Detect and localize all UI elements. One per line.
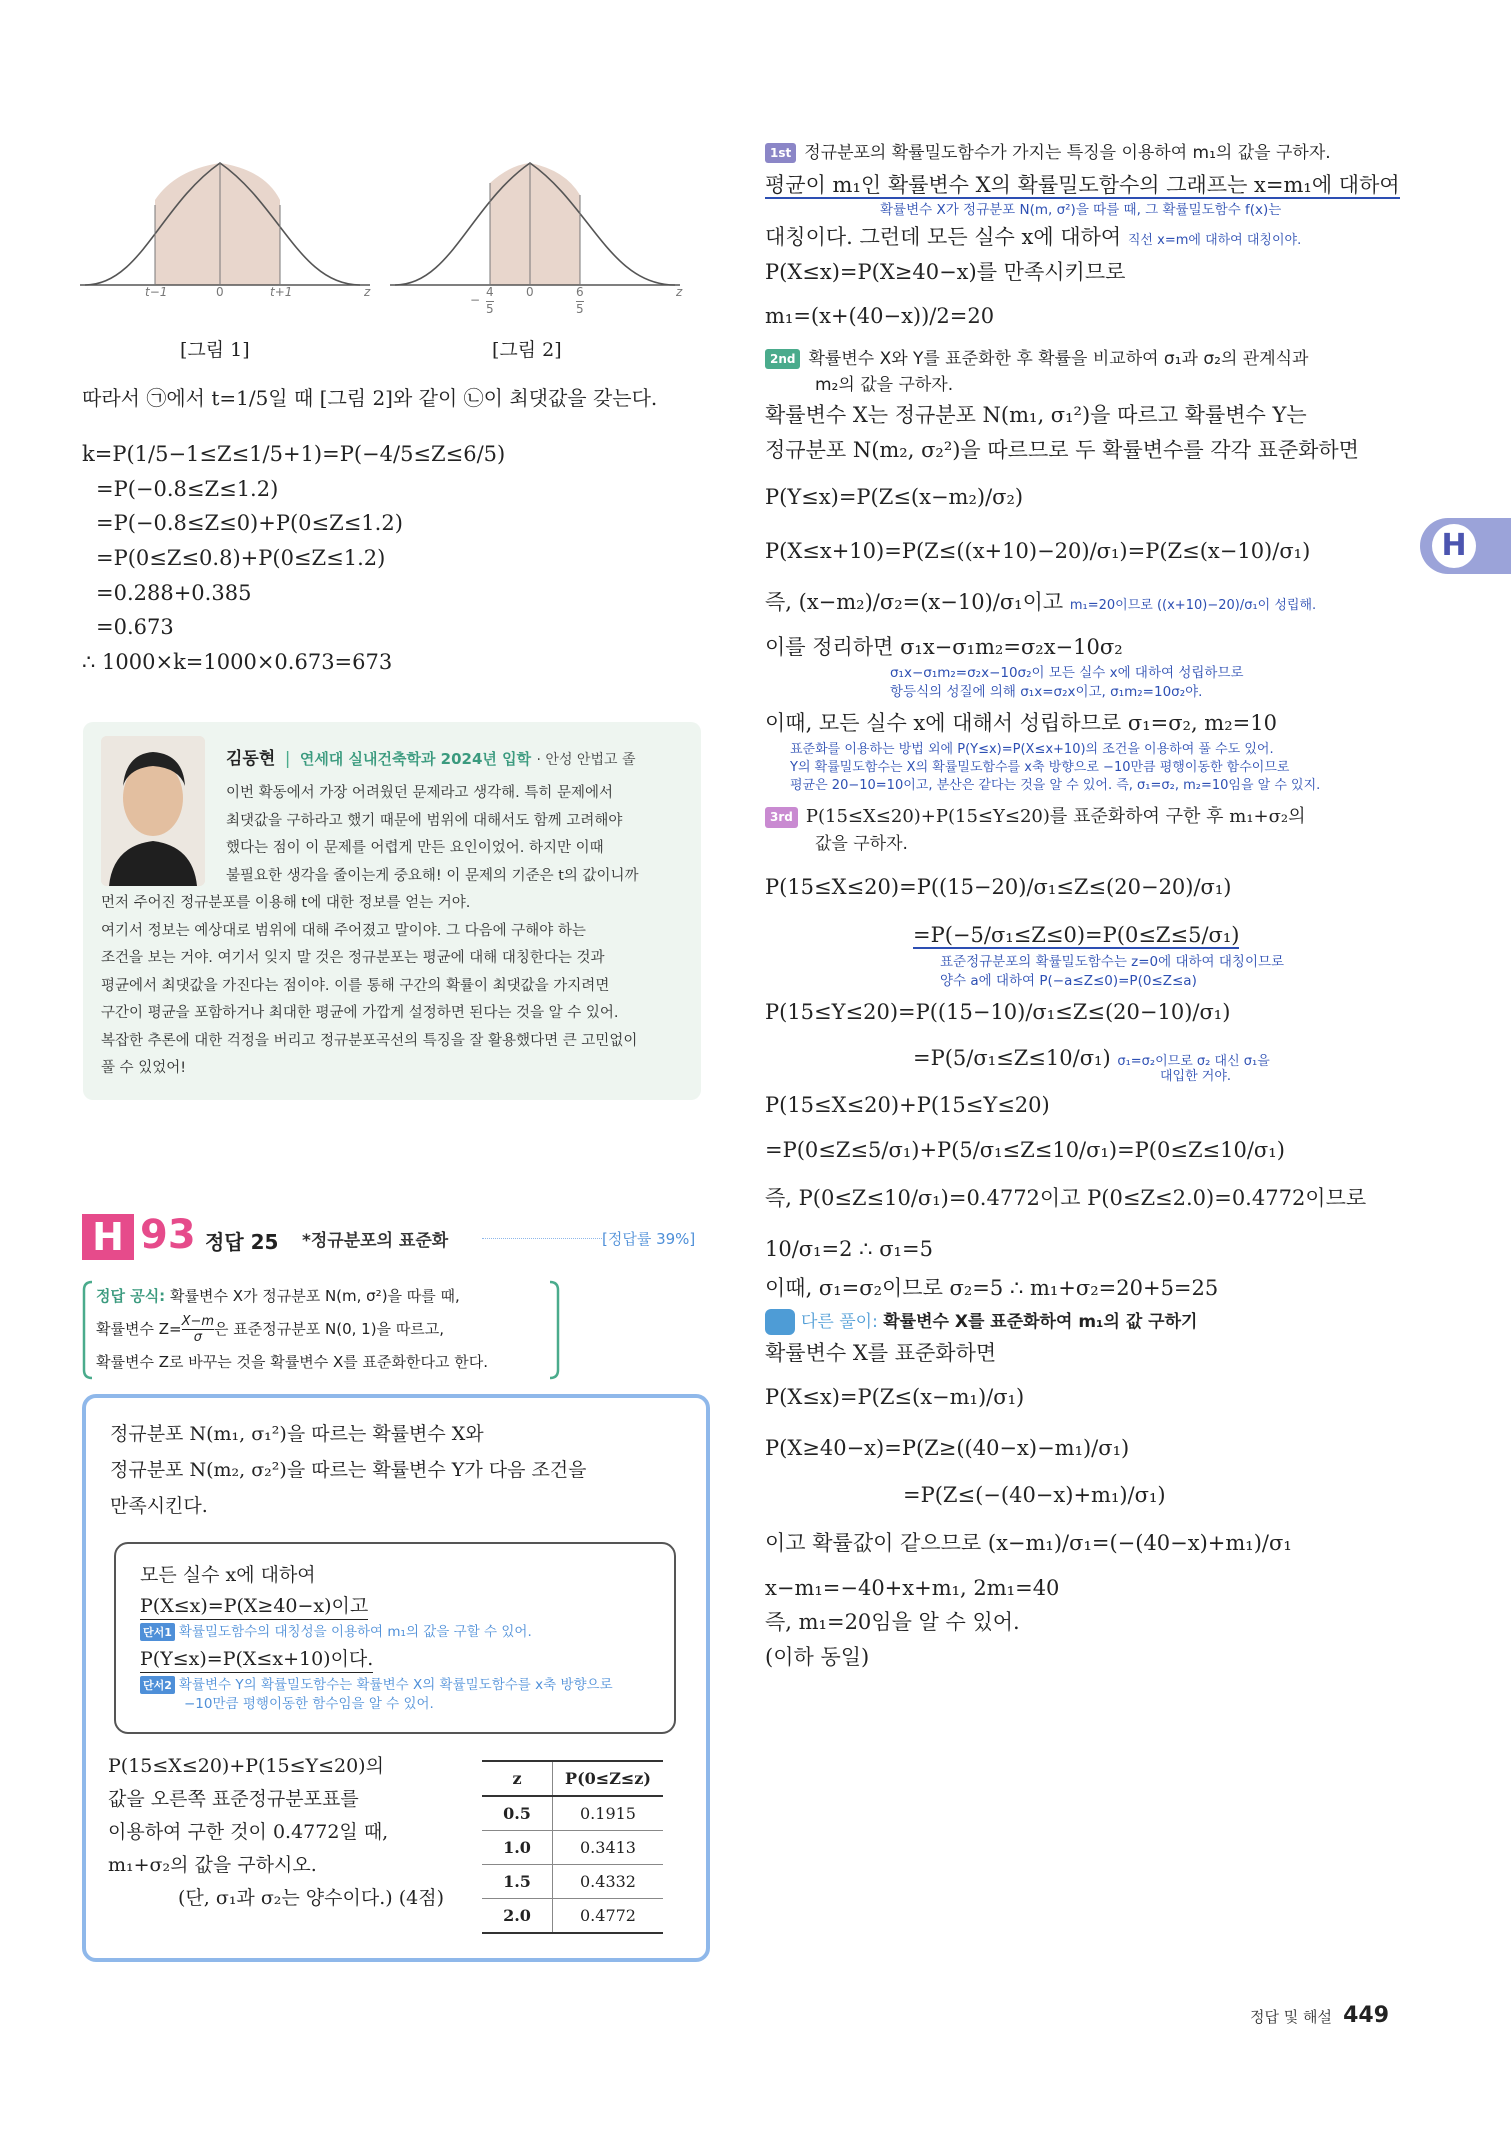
alt-line-5: 이고 확률값이 같으므로 (x−m₁)/σ₁=(−(40−x)+m₁)/σ₁ [765,1531,1292,1556]
condition-box [114,1542,676,1734]
question-line: 값을 오른쪽 표준정규분포표를 [108,1788,359,1810]
chapter-letter: H [1432,524,1476,568]
formula-line-1: 확률변수 X가 정규분포 N(m, σ²)을 따를 때, [169,1287,460,1305]
calc-line: =P(−0.8≤Z≤1.2) [96,476,279,501]
s2-note-6b: 항등식의 성질에 의해 σ₁x=σ₂x이고, σ₁m₂=10σ₂야. [890,684,1203,701]
intro-line: 따라서 ㉠에서 t=1/5일 때 [그림 2]와 같이 ㉡이 최댓값을 갖는다. [82,386,658,410]
student-hs: · 안성 안법고 졸 [536,752,636,768]
calc-line: =0.288+0.385 [96,580,252,605]
tick-4: 4 [486,285,494,299]
pencil-icon [765,1309,795,1335]
s2-line-4: P(X≤x+10)=P(Z≤((x+10)−20)/σ₁)=P(Z≤(x−10)/σ₁) [765,539,1311,564]
s2-line-7: 이때, 모든 실수 x에 대해서 성립하므로 σ₁=σ₂, m₂=10 [765,711,1277,736]
s2-note-7b: Y의 확률밀도함수는 X의 확률밀도함수를 x축 방향으로 −10만큼 평행이동한 함수이므로 [790,759,1290,775]
alt-label: 다른 풀이: [801,1312,878,1333]
s3-line-5: P(15≤X≤20)+P(15≤Y≤20) [765,1093,1050,1118]
interview-line: 최댓값을 구하라고 했기 때문에 범위에 대해서도 함께 고려해야 [226,812,623,829]
z-table [482,1760,663,1934]
interview-line: 구간이 평균을 포함하거나 최대한 평균에 가깝게 설정하면 된다는 것을 알 수 있어. [101,1005,619,1021]
p-value: 0.4772 [553,1899,664,1934]
s3-line-8: 10/σ₁=2 ∴ σ₁=5 [765,1237,933,1261]
step-1-title: 정규분포의 확률밀도함수가 가지는 특징을 이용하여 m₁의 값을 구하자. [804,143,1331,163]
step-badge-3: 3rd [765,807,798,828]
topic-label: *정규분포의 표준화 [302,1231,449,1251]
s3-line-2: =P(−5/σ₁≤Z≤0)=P(0≤Z≤5/σ₁) [913,923,1240,948]
s3-note-4a: σ₁=σ₂이므로 σ₂ 대신 σ₁을 [1117,1054,1270,1070]
student-school: 연세대 실내건축학과 2024년 입학 [299,750,532,768]
tick-5a: 5 [486,302,494,316]
s2-line-1: 확률변수 X는 정규분포 N(m₁, σ₁²)을 따르고 확률변수 Y는 [765,403,1307,428]
interview-line: 복잡한 추론에 대한 걱정을 버리고 정규분포곡선의 특징을 잘 활용했다면 큰 고민없이 [101,1032,638,1049]
s2-note-7a: 표준화를 이용하는 방법 외에 P(Y≤x)=P(X≤x+10)의 조건을 이용하여 풀 수도 있어. [790,741,1274,757]
page-footer [1250,2003,1389,2028]
stem-line: 만족시킨다. [110,1495,208,1517]
s3-line-9: 이때, σ₁=σ₂이므로 σ₂=5 ∴ m₁+σ₂=20+5=25 [765,1275,1219,1300]
z-value: 0.5 [482,1796,553,1831]
final-line: ∴ 1000×k=1000×0.673=673 [82,649,393,674]
s2-line-2: 정규분포 N(m₂, σ₂²)을 따르므로 두 확률변수를 각각 표준화하면 [765,438,1359,463]
question-line: 이용하여 구한 것이 0.4772일 때, [108,1821,389,1843]
hint-tag-1: 단서1 [140,1623,175,1641]
question-line: m₁+σ₂의 값을 구하시오. [108,1854,317,1876]
s1-line-2: 대칭이다. 그런데 모든 실수 x에 대하여 [765,224,1122,249]
tick-z-2: z [676,285,683,299]
student-interview: 김동현 | 연세대 실내건축학과 2024년 입학 · 안성 안법고 졸 이번 확동에서 가장 어려웠던 문제라고 생각해. 특히 문제에서 최댓값을 구하라고 했기 때문에 범위에 대해서도 함께 고려해야 했다는 점이 이 문제를 어렵게 만든 요인이었어. 하지만 이때 불필요한 생각을 줄이는게 중요해! 이 문제의 기준은 t의 값이니까 먼저 주어진 정규분포를 이용해 t에 대한 정보를 얻는 거야. 여기서 정보는 예상대로 범위에 대해 주어졌고 말이야. 그 다음에 구해야 하는 조건을 보는 거야. 여기서 잊지 말 것은 정규분포는 평균에 대해 대칭한다는 것과 평균에서 최댓값을 가진다는 점이야. 이를 통해 구간의 확률이 최댓값을 가지려면 구간이 평균을 포함하거나 최대한 평균에 가깝게 설정하면 된다는 것을 알 수 있어. 복잡한 추론에 대한 걱정을 버리고 정규분포곡선의 특징을 잘 활용했다면 큰 고민없이 풀 수 있었어! [83,722,701,1100]
step-2-title-2: m₂의 값을 구하자. [815,375,954,396]
problem-header [82,1212,712,1266]
tick-t-plus-1: t+1 [270,285,293,299]
tick-5b: 5 [576,302,584,316]
stem-line: 정규분포 N(m₂, σ₂²)을 따르는 확률변수 Y가 다음 조건을 [110,1459,587,1481]
tick-minus: − [470,293,481,307]
answer-label: 정답 25 [205,1230,279,1254]
alt-line-6: x−m₁=−40+x+m₁, 2m₁=40 [765,1575,1060,1600]
tick-6: 6 [576,285,584,299]
s1-line-1: 평균이 m₁인 확률변수 X의 확률밀도함수의 그래프는 x=m₁에 대하여 [765,173,1400,198]
interview-line: 했다는 점이 이 문제를 어렵게 만든 요인이었어. 하지만 이때 [226,840,604,856]
z-value: 1.5 [482,1865,553,1899]
s3-note-2a: 표준정규분포의 확률밀도함수는 z=0에 대하여 대칭이므로 [940,953,1285,970]
calc-line: =0.673 [96,615,174,640]
s1-line-4: m₁=(x+(40−x))/2=20 [765,304,995,329]
s3-line-6: =P(0≤Z≤5/σ₁)+P(5/σ₁≤Z≤10/σ₁)=P(0≤Z≤10/σ₁) [765,1137,1285,1162]
figure-2 [390,145,690,365]
correct-rate: [정답률 39%] [602,1230,696,1248]
s3-line-7: 즉, P(0≤Z≤10/σ₁)=0.4772이고 P(0≤Z≤2.0)=0.4772이므로 [765,1186,1367,1211]
s2-note-7c: 평균은 20−10=10이고, 분산은 같다는 것을 알 수 있어. 즉, σ₁=σ₂, m₂=10임을 알 수 있지. [790,778,1321,794]
alt-line-8: (이하 동일) [765,1645,870,1670]
interview-line: 먼저 주어진 정규분포를 이용해 t에 대한 정보를 얻는 거야. [101,895,471,911]
p-value: 0.3413 [553,1831,664,1865]
z-value: 2.0 [482,1899,553,1934]
figure-2-caption: [그림 2] [492,339,562,361]
formula-line-2d: 은 표준정규분포 N(0, 1)을 따르고, [214,1320,445,1338]
s2-line-5: 즉, (x−m₂)/σ₂=(x−10)/σ₁이고 [765,590,1064,615]
footer-label: 정답 및 해설 [1250,2008,1332,2026]
formula-label: 정답 공식: [96,1287,166,1305]
alt-line-3: P(X≥40−x)=P(Z≥((40−x)−m₁)/σ₁) [765,1435,1130,1460]
s3-line-3: P(15≤Y≤20)=P((15−10)/σ₁≤Z≤(20−10)/σ₁) [765,999,1231,1024]
problem-tag: H [82,1214,134,1260]
interview-line: 풀 수 있었어! [101,1060,187,1076]
step-3-title: P(15≤X≤20)+P(15≤Y≤20)를 표준화하여 구한 후 m₁+σ₂의 [805,806,1306,828]
interview-line: 이번 확동에서 가장 어려웠던 문제라고 생각해. 특히 문제에서 [226,785,614,801]
hint-2b: −10만큼 평행이동한 함수임을 알 수 있어. [184,1696,434,1712]
hint-2a: 확률변수 Y의 확률밀도함수는 확률변수 X의 확률밀도함수를 x축 방향으로 [178,1677,613,1693]
step-3-title-2: 값을 구하자. [815,834,908,855]
interview-line: 여기서 정보는 예상대로 범위에 대해 주어졌고 말이야. 그 다음에 구해야 하는 [101,922,586,939]
formula-denom: σ [193,1330,202,1345]
cond-line-1: 모든 실수 x에 대하여 [140,1564,316,1586]
alt-line-4: =P(Z≤(−(40−x)+m₁)/σ₁) [903,1482,1166,1507]
figure-1-caption: [그림 1] [180,339,250,361]
p-header: P(0≤Z≤z) [553,1761,664,1796]
z-value: 1.0 [482,1831,553,1865]
step-badge-1: 1st [765,143,796,164]
tick-zero: 0 [216,285,224,299]
p-value: 0.4332 [553,1865,664,1899]
s3-line-1: P(15≤X≤20)=P((15−20)/σ₁≤Z≤(20−20)/σ₁) [765,874,1232,899]
alt-title: 확률변수 X를 표준화하여 m₁의 값 구하기 [883,1312,1198,1333]
s1-line-3: P(X≤x)=P(X≥40−x)를 만족시키므로 [765,259,1126,284]
cond-line-2: P(X≤x)=P(X≥40−x)이고 [140,1593,368,1620]
formula-line-3: 확률변수 Z로 바꾸는 것을 확률변수 X를 표준화한다고 한다. [96,1353,488,1371]
formula-box [88,1280,554,1380]
chapter-side-tab [1420,518,1511,574]
interview-line: 불필요한 생각을 줄이는게 중요해! 이 문제의 기준은 t의 값이니까 [226,867,639,884]
s3-note-2b: 양수 a에 대하여 P(−a≤Z≤0)=P(0≤Z≤a) [940,972,1197,989]
s2-line-6: 이를 정리하면 σ₁x−σ₁m₂=σ₂x−10σ₂ [765,634,1123,659]
question-line: (단, σ₁과 σ₂는 양수이다.) (4점) [178,1887,444,1909]
hint-1: 확률밀도함수의 대칭성을 이용하여 m₁의 값을 구할 수 있어. [178,1624,532,1640]
s2-note-5: m₁=20이므로 ((x+10)−20)/σ₁이 성립해. [1069,598,1317,614]
hint-tag-2: 단서2 [140,1676,175,1694]
s2-line-3: P(Y≤x)=P(Z≤(x−m₂)/σ₂) [765,484,1024,509]
s3-line-4: =P(5/σ₁≤Z≤10/σ₁) [913,1046,1111,1071]
cond-line-3: P(Y≤x)=P(X≤x+10)이다. [140,1646,373,1673]
z-header: z [482,1761,553,1796]
tick-zero-2: 0 [526,285,534,299]
calc-line: =P(0≤Z≤0.8)+P(0≤Z≤1.2) [96,545,386,570]
step-2-title: 확률변수 X와 Y를 표준화한 후 확률을 비교하여 σ₁과 σ₂의 관계식과 [808,348,1309,369]
tick-t-minus-1: t−1 [145,285,168,299]
alt-line-7: 즉, m₁=20임을 알 수 있어. [765,1610,1020,1635]
alt-line-1: 확률변수 X를 표준화하면 [765,1340,997,1365]
normal-curve-1 [80,145,375,305]
page-number: 449 [1343,2003,1390,2028]
student-photo [101,736,205,886]
s1-note-1: 확률변수 X가 정규분포 N(m, σ²)을 따를 때, 그 확률밀도함수 f(x)는 [880,201,1282,218]
alt-line-2: P(X≤x)=P(Z≤(x−m₁)/σ₁) [765,1385,1025,1410]
formula-line-2a: 확률변수 Z= [96,1320,182,1338]
left-derivation [82,382,722,679]
problem-box [82,1394,710,1962]
s1-note-2: 직선 x=m에 대하여 대칭이야. [1127,232,1302,248]
solution-column [765,140,1405,1675]
student-name: 김동현 [226,749,276,769]
k-line: k=P(1/5−1≤Z≤1/5+1)=P(−4/5≤Z≤6/5) [82,442,506,466]
p-value: 0.1915 [553,1796,664,1831]
s2-note-6a: σ₁x−σ₁m₂=σ₂x−10σ₂이 모든 실수 x에 대하여 성립하므로 [890,665,1244,682]
figure-1 [80,145,375,365]
normal-curve-2 [390,145,690,305]
tick-z: z [364,285,371,299]
calc-line: =P(−0.8≤Z≤0)+P(0≤Z≤1.2) [96,511,403,536]
interview-line: 조건을 보는 거야. 여기서 잊지 말 것은 정규분포는 평균에 대해 대칭한다는 것과 [101,950,605,966]
s3-note-4b: 대입한 거야. [1160,1068,1232,1084]
step-badge-2: 2nd [765,349,800,370]
stem-line: 정규분포 N(m₁, σ₁²)을 따르는 확률변수 X와 [110,1423,484,1445]
interview-line: 평균에서 최댓값을 가진다는 점이야. 이를 통해 구간의 확률이 최댓값을 가지려면 [101,977,610,994]
problem-number: 93 [140,1212,196,1258]
question-line: P(15≤X≤20)+P(15≤Y≤20)의 [108,1755,384,1777]
formula-numer: X−m [181,1314,215,1329]
